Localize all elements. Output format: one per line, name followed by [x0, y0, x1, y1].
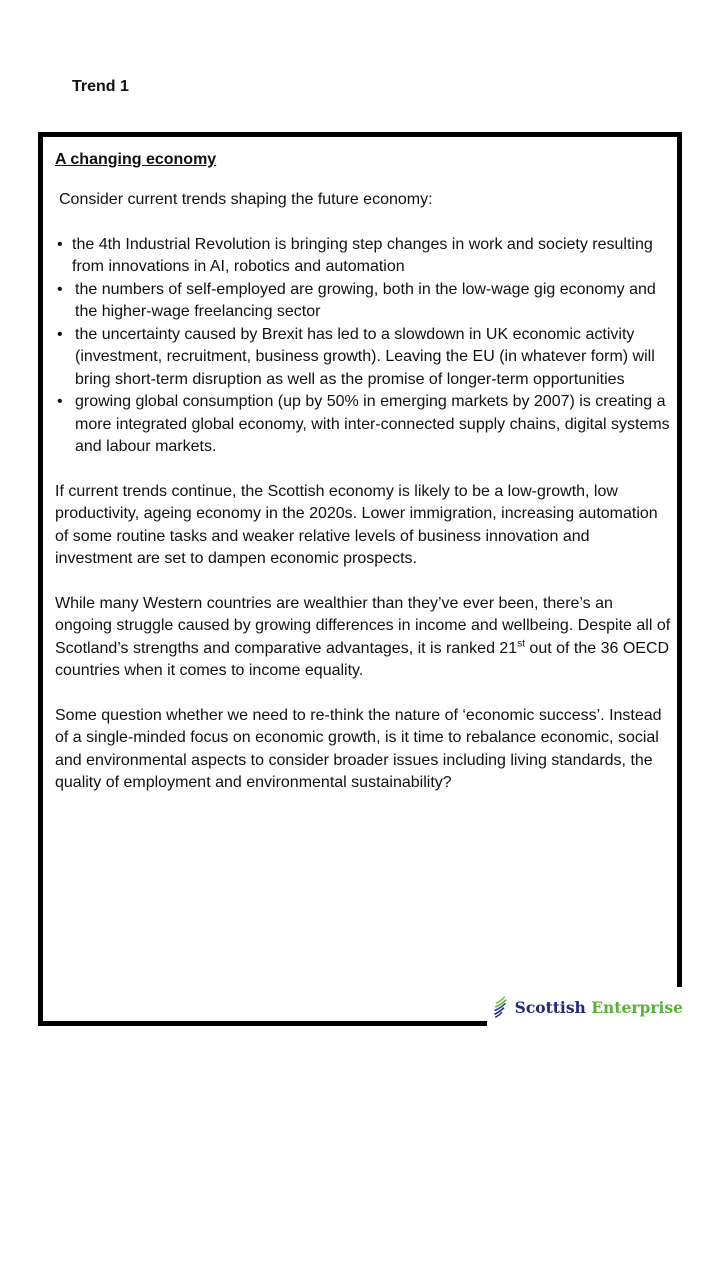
- trend-card: [38, 132, 682, 1026]
- trend-bullet-list: [55, 234, 671, 459]
- card-content: [55, 149, 671, 795]
- paragraph-inequality-text: While many Western countries are wealthier than they’ve ever been, there’s an ongoing struggle caused by growing differences in income and wellbeing. Despite all of Scotland’s strengths and comparative advantages, it is ranked 21: [55, 594, 671, 657]
- list-item: [55, 391, 671, 459]
- logo-word-enterprise: Enterprise: [591, 997, 683, 1017]
- list-item: [55, 324, 671, 392]
- bullet-text: the numbers of self-employed are growing, both in the low-wage gig economy and the higher-wage freelancing sector: [75, 280, 656, 320]
- intro-text: Consider current trends shaping the future economy:: [59, 191, 433, 208]
- bullet-icon: •: [57, 393, 63, 410]
- list-item: [55, 279, 671, 324]
- scottish-enterprise-logo-icon: [493, 992, 511, 1022]
- scottish-enterprise-logo: [487, 987, 683, 1027]
- paragraph-outlook: If current trends continue, the Scottish economy is likely to be a low-growth, low productivity, ageing economy in the 2020s. Lower immigration, increasing automation of some routine tasks and weaker relative levels of business innovation and investment are set to dampen economic prospects.: [55, 482, 658, 567]
- ordinal-suffix: st: [517, 638, 525, 650]
- logo-word-scottish: Scottish: [514, 997, 586, 1017]
- paragraph-inequality-text-end: out of the 36 OECD countries when it comes to income equality.: [55, 639, 670, 679]
- logo-wordmark: [515, 998, 683, 1017]
- bullet-icon: •: [57, 235, 63, 253]
- bullet-text: the 4th Industrial Revolution is bringing step changes in work and society resulting from innovations in AI, robotics and automation: [72, 235, 653, 275]
- paragraph-economic-success: Some question whether we need to re-think the nature of ‘economic success’. Instead of a single-minded focus on economic growth, is it time to rebalance economic, social and environmental aspects to consider broader issues including living standards, the quality of employment and environmental sustainability?: [55, 706, 662, 791]
- card-title: A changing economy: [55, 151, 217, 168]
- page-heading: Trend 1: [72, 78, 129, 95]
- bullet-text: growing global consumption (up by 50% in emerging markets by 2007) is creating a more integrated global economy, with inter-connected supply chains, digital systems and labour markets.: [75, 393, 670, 455]
- bullet-icon: •: [57, 280, 63, 298]
- bullet-icon: •: [57, 325, 63, 343]
- bullet-text: the uncertainty caused by Brexit has led to a slowdown in UK economic activity (investment, recruitment, business growth). Leaving the EU (in whatever form) will bring short-term disruption as well as the promise of longer-term opportunities: [75, 325, 655, 388]
- list-item: [55, 234, 671, 279]
- paragraph-inequality: [55, 593, 671, 683]
